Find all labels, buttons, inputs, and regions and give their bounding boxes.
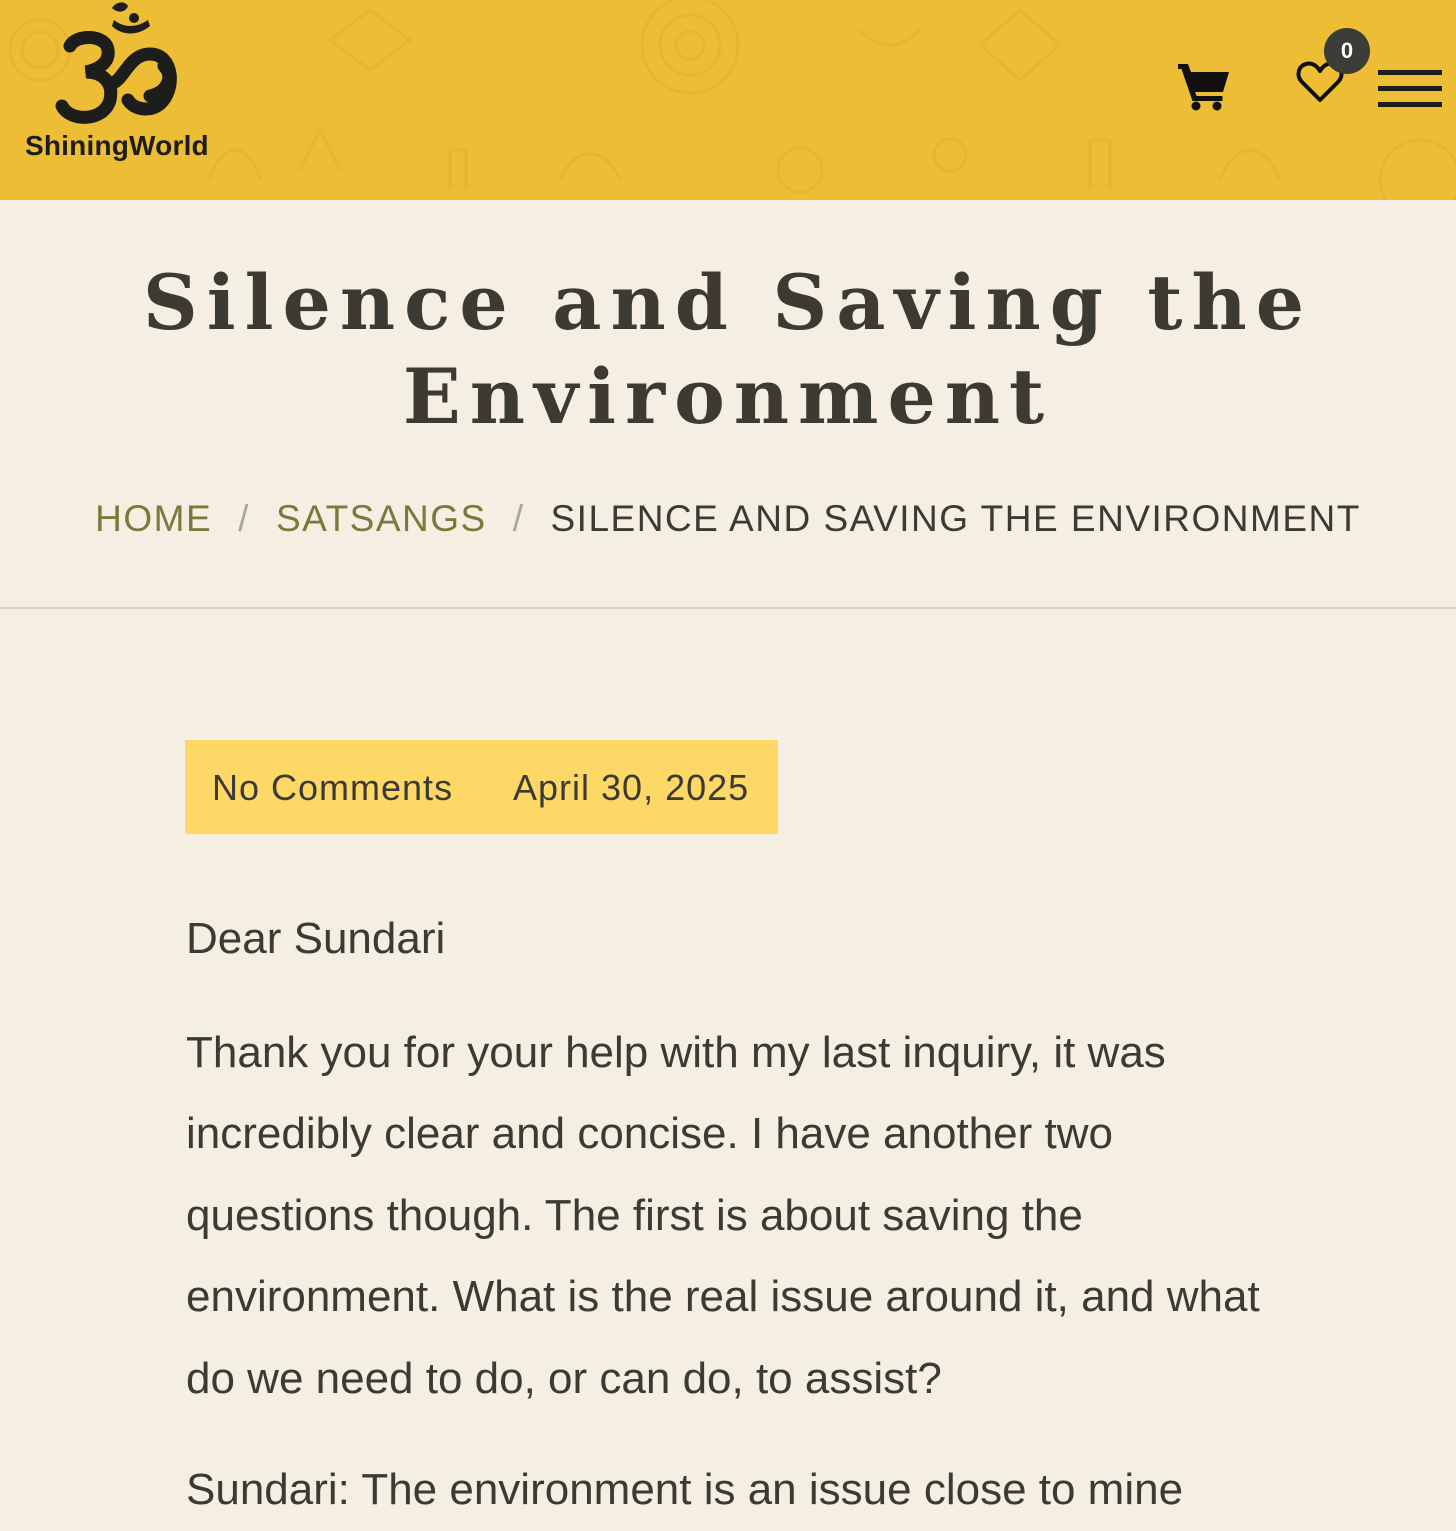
post-meta (185, 740, 778, 834)
logo-wordmark: ShiningWorld (25, 130, 209, 161)
breadcrumb (0, 498, 1456, 540)
breadcrumb-separator: / (238, 498, 250, 539)
page-title: Silence and Saving the Environment (142, 258, 1314, 441)
wishlist-count-badge: 0 (1324, 28, 1370, 74)
post-date: April 30, 2025 (513, 767, 750, 808)
cart-button[interactable] (1176, 56, 1232, 112)
post-question-paragraph: Thank you for your help with my last inquiry, it was incredibly clear and concise. I have another two questions though. The first is about saving the environment. What is the real issue around it, and what do we need to do, or can do, to assist? (186, 1027, 1260, 1403)
hamburger-menu-icon (1378, 70, 1442, 75)
site-logo[interactable] (24, 0, 224, 170)
site-header (0, 0, 1456, 200)
breadcrumb-home-link[interactable]: HOME (95, 498, 213, 539)
hamburger-menu-button[interactable] (1378, 70, 1442, 110)
post-answer-paragraph: Sundari: The environment is an issue close to mine (186, 1465, 1184, 1514)
breadcrumb-separator: / (512, 498, 525, 539)
om-logo-icon (54, 0, 186, 130)
hamburger-menu-icon (1378, 102, 1442, 107)
post-greeting: Dear Sundari (186, 914, 446, 963)
post-content (186, 898, 1296, 1531)
breadcrumb-current: SILENCE AND SAVING THE ENVIRONMENT (550, 498, 1361, 539)
hamburger-menu-icon (1378, 86, 1442, 91)
comments-link[interactable]: No Comments (212, 767, 454, 808)
cart-icon (1176, 56, 1232, 112)
section-divider (0, 607, 1456, 609)
breadcrumb-satsangs-link[interactable]: SATSANGS (275, 498, 487, 539)
